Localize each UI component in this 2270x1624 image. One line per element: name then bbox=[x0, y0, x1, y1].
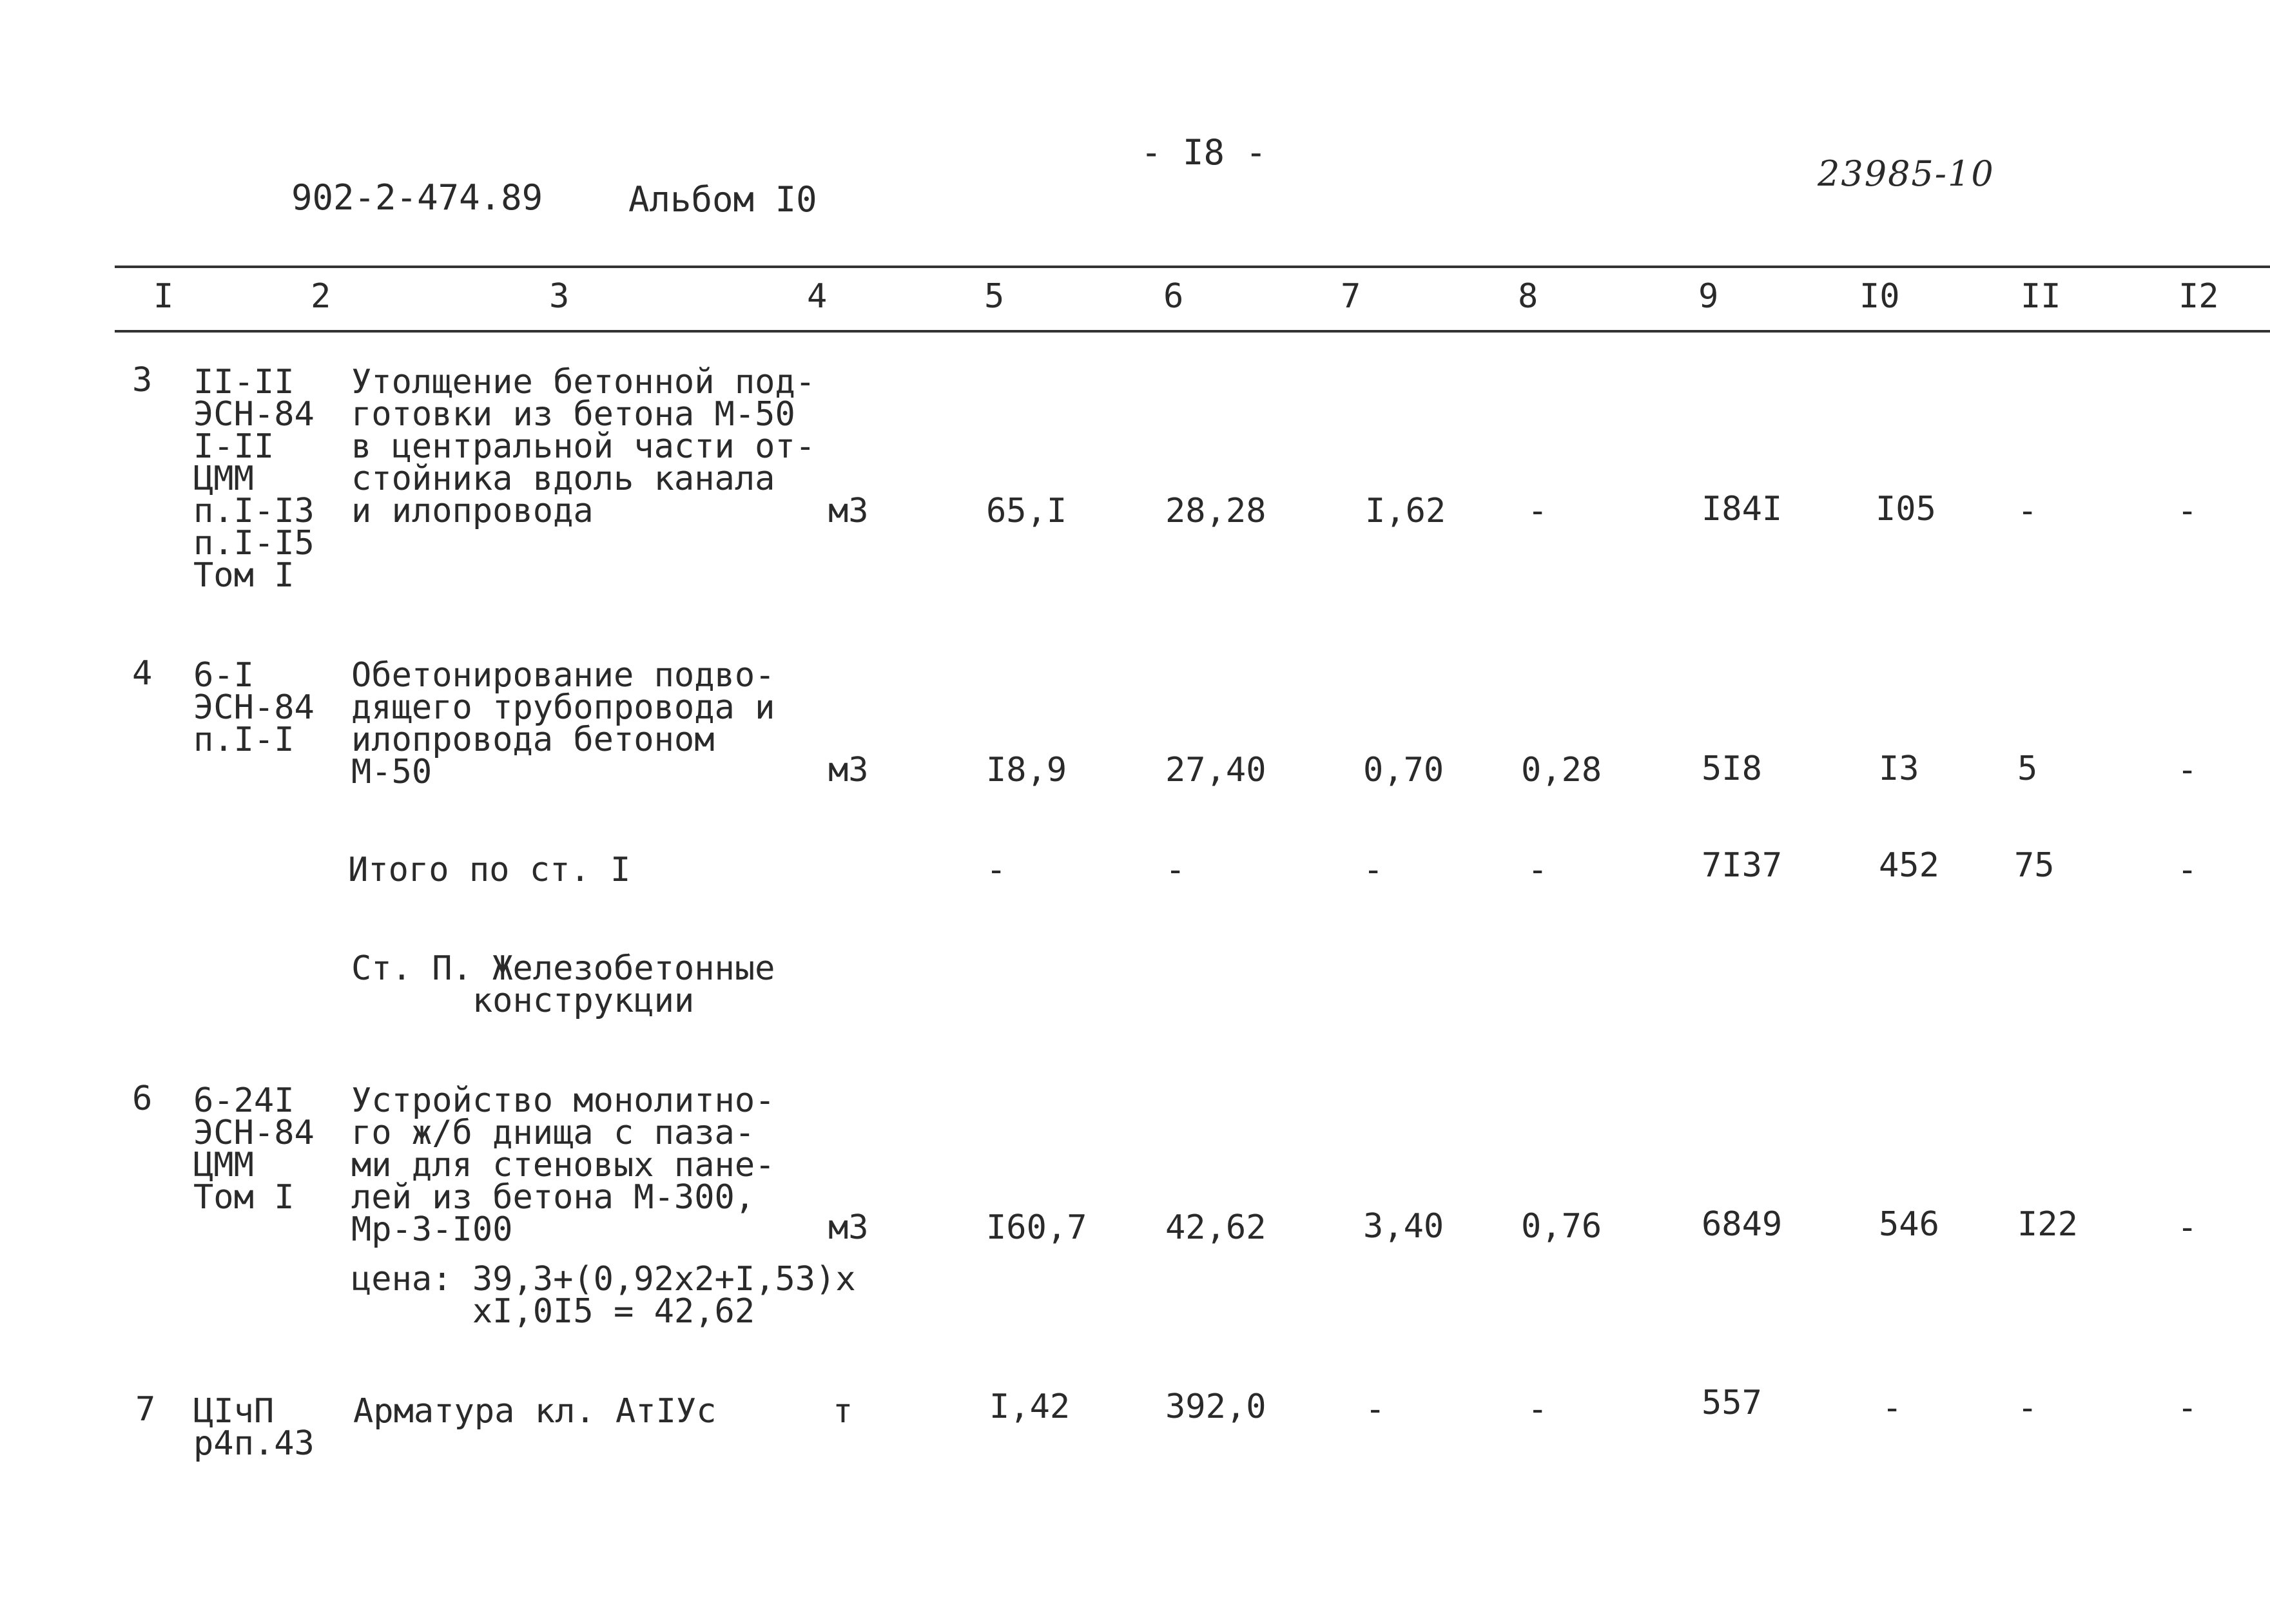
cell-col12: - bbox=[2177, 851, 2198, 889]
column-header: 3 bbox=[549, 277, 570, 316]
column-header: II bbox=[2021, 277, 2061, 316]
cell-col11: I22 bbox=[2017, 1205, 2078, 1244]
sheet-code: 23985-10 bbox=[1818, 153, 1995, 194]
cell-col9: 7I37 bbox=[1702, 846, 1783, 885]
page-number: - I8 - bbox=[1141, 132, 1267, 173]
work-description: Арматура кл. АтIУс bbox=[353, 1392, 717, 1431]
cell-col7: I,62 bbox=[1365, 492, 1446, 530]
cell-col8: - bbox=[1528, 851, 1548, 889]
column-header: 9 bbox=[1698, 277, 1719, 316]
cell-quantity: I60,7 bbox=[986, 1208, 1087, 1247]
subtotal-label: Итого по ст. I bbox=[348, 851, 631, 889]
cell-col10: I05 bbox=[1876, 490, 1936, 528]
price-calculation-note: цена: 39,3+(0,92х2+I,53)х хI,0I5 = 42,62 bbox=[351, 1260, 856, 1331]
unit: т bbox=[833, 1392, 853, 1431]
cell-col10: 546 bbox=[1879, 1205, 1939, 1244]
row-number: 3 bbox=[132, 361, 153, 400]
cell-col7: - bbox=[1363, 851, 1384, 889]
cell-col9: I84I bbox=[1702, 490, 1783, 528]
unit: м3 bbox=[828, 492, 869, 530]
column-header: I bbox=[153, 277, 174, 316]
row-number: 7 bbox=[135, 1390, 156, 1429]
cell-col11: 5 bbox=[2017, 749, 2038, 788]
column-header: I2 bbox=[2178, 277, 2219, 316]
cell-col12: - bbox=[2177, 751, 2198, 789]
document-code: 902-2-474.89 bbox=[291, 177, 543, 218]
cell-col9: 6849 bbox=[1702, 1205, 1783, 1244]
cell-col8: 0,28 bbox=[1521, 751, 1602, 789]
column-header: I0 bbox=[1859, 277, 1900, 316]
cell-col7: - bbox=[1365, 1390, 1386, 1429]
column-header: 6 bbox=[1163, 277, 1184, 316]
cell-col8: - bbox=[1528, 492, 1548, 530]
row-number: 6 bbox=[132, 1079, 153, 1118]
work-description: Устройство монолитно- го ж/б днища с паза- ми для стеновых пане- лей из бетона М-300, Мр-3-I00 bbox=[351, 1081, 775, 1249]
cell-col10: I3 bbox=[1879, 749, 1919, 788]
cell-col12: - bbox=[2177, 1208, 2198, 1247]
norm-code: 6-I ЭСН-84 п.I-I bbox=[193, 656, 315, 759]
row-number: 4 bbox=[132, 654, 153, 693]
cell-col7: 0,70 bbox=[1363, 751, 1444, 789]
cell-quantity: - bbox=[986, 851, 1007, 889]
cell-col8: 0,76 bbox=[1521, 1207, 1602, 1246]
cell-unit-price: 42,62 bbox=[1165, 1208, 1266, 1247]
cell-col7: 3,40 bbox=[1363, 1207, 1444, 1246]
cell-col12: - bbox=[2177, 1389, 2198, 1427]
cell-col9: 557 bbox=[1702, 1384, 1762, 1422]
norm-code: II-II ЭСН-84 I-II ЦММ п.I-I3 п.I-I5 Том I bbox=[193, 363, 315, 595]
cell-quantity: 65,I bbox=[986, 492, 1067, 530]
cell-col10: 452 bbox=[1879, 846, 1939, 885]
cell-quantity: I,42 bbox=[989, 1387, 1071, 1426]
cell-col11: 75 bbox=[2014, 846, 2055, 885]
column-header: 4 bbox=[807, 277, 828, 316]
unit: м3 bbox=[828, 1208, 869, 1247]
cell-col11: - bbox=[2017, 1389, 2038, 1427]
norm-code: ЦIчП р4п.43 bbox=[193, 1392, 315, 1463]
norm-code: 6-24I ЭСН-84 ЦММ Том I bbox=[193, 1081, 315, 1217]
column-header: 5 bbox=[984, 277, 1005, 316]
cell-col11: - bbox=[2017, 492, 2038, 530]
work-description: Утолщение бетонной под- готовки из бетона М-50 в центральной части от- стойника вдоль канала и илопровода bbox=[351, 363, 816, 530]
cell-col9: 5I8 bbox=[1702, 749, 1762, 788]
album-label: Альбом I0 bbox=[628, 179, 817, 220]
cell-col10: - bbox=[1882, 1389, 1903, 1427]
cell-col12: - bbox=[2177, 492, 2198, 530]
cell-unit-price: 27,40 bbox=[1165, 751, 1266, 789]
unit: м3 bbox=[828, 751, 869, 789]
column-header: 8 bbox=[1518, 277, 1538, 316]
work-description: Обетонирование подво- дящего трубопровода и илопровода бетоном М-50 bbox=[351, 656, 775, 791]
cell-unit-price: - bbox=[1165, 851, 1186, 889]
column-header: 2 bbox=[311, 277, 331, 316]
table-header-rule bbox=[115, 330, 2270, 333]
column-header: 7 bbox=[1341, 277, 1361, 316]
cell-unit-price: 28,28 bbox=[1165, 492, 1266, 530]
cell-unit-price: 392,0 bbox=[1165, 1387, 1266, 1426]
table-top-rule bbox=[115, 266, 2270, 268]
cell-col8: - bbox=[1528, 1390, 1548, 1429]
section-heading: Ст. П. Железобетонные конструкции bbox=[351, 949, 775, 1020]
cell-quantity: I8,9 bbox=[986, 751, 1067, 789]
